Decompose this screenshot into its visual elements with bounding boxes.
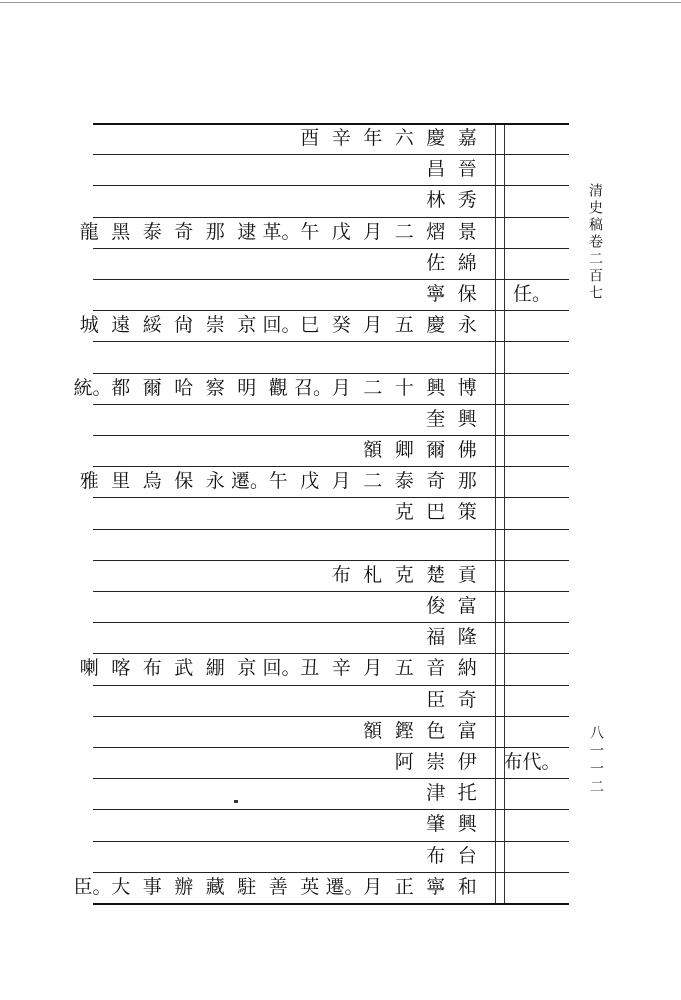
row-text: 臣。大 事 辦 藏 駐 善 英 遷。月 正 寧 和 — [73, 876, 477, 898]
official-roster-table — [73, 123, 569, 905]
table-row — [93, 341, 569, 372]
row-text: 俊 富 — [426, 595, 477, 617]
row-text: 額 卿 爾 佛 — [363, 439, 477, 461]
row-text: 肇 興 — [426, 813, 477, 835]
row-text: 奎 興 — [426, 408, 477, 430]
table-row — [93, 497, 569, 528]
table-row — [93, 591, 569, 622]
row-text: 佐 綿 — [426, 252, 477, 274]
margin-page-number: 八一一二 — [588, 725, 604, 797]
table-row — [93, 716, 569, 747]
margin-book-title: 清史稿卷二百七 — [587, 183, 603, 302]
table-row — [93, 685, 569, 716]
row-side-note: 任。 — [512, 283, 551, 305]
row-text: 統。都 爾 哈 察 明 觀 召。月 二 十 興 博 — [73, 377, 477, 399]
row-text: 喇 喀 布 武 綳 京 回。丑 辛 月 五 音 納 — [79, 657, 477, 679]
page-top-edge-line — [0, 2, 681, 3]
table-row — [79, 310, 569, 341]
table-row — [93, 154, 569, 185]
ink-speck — [234, 800, 238, 803]
row-text: 布 台 — [426, 845, 477, 867]
row-text: 雅 里 烏 保 永 遷。午 戊 月 二 泰 奇 那 — [79, 470, 477, 492]
row-text: 布 札 克 楚 貢 — [331, 564, 477, 586]
row-text: 林 秀 — [426, 189, 477, 211]
row-text: 城 遠 綏 尙 崇 京 回。巳 癸 月 五 慶 永 — [79, 314, 477, 336]
row-text: 龍 黑 泰 奇 那 逮 革。午 戊 月 二 熠 景 — [79, 221, 477, 243]
row-text: 克 巴 策 — [394, 501, 477, 523]
row-text: 酉 辛 年 六 慶 嘉 — [300, 127, 477, 149]
table-row — [93, 778, 569, 809]
table-row — [93, 279, 569, 310]
table-row — [93, 185, 569, 216]
table-row — [93, 622, 569, 653]
row-rule — [93, 903, 569, 905]
row-text: 臣 奇 — [426, 689, 477, 711]
row-text: 額 鏗 色 富 — [363, 720, 477, 742]
table-row — [93, 560, 569, 591]
row-side-note: 布代。 — [503, 751, 561, 773]
row-text: 津 托 — [426, 782, 477, 804]
table-row — [79, 217, 569, 248]
table-row — [93, 404, 569, 435]
table-row — [93, 435, 569, 466]
table-row — [93, 809, 569, 840]
table-row — [79, 653, 569, 684]
table-row — [93, 529, 569, 560]
table-row — [73, 872, 569, 903]
row-text: 昌 晉 — [426, 158, 477, 180]
row-text: 福 隆 — [426, 626, 477, 648]
table-row — [93, 747, 569, 778]
table-row — [93, 841, 569, 872]
table-row — [93, 123, 569, 154]
table-row — [93, 248, 569, 279]
table-row — [73, 373, 569, 404]
row-text: 阿 崇 伊 — [394, 751, 477, 773]
table-row — [79, 466, 569, 497]
row-text: 寧 保 — [426, 283, 477, 305]
